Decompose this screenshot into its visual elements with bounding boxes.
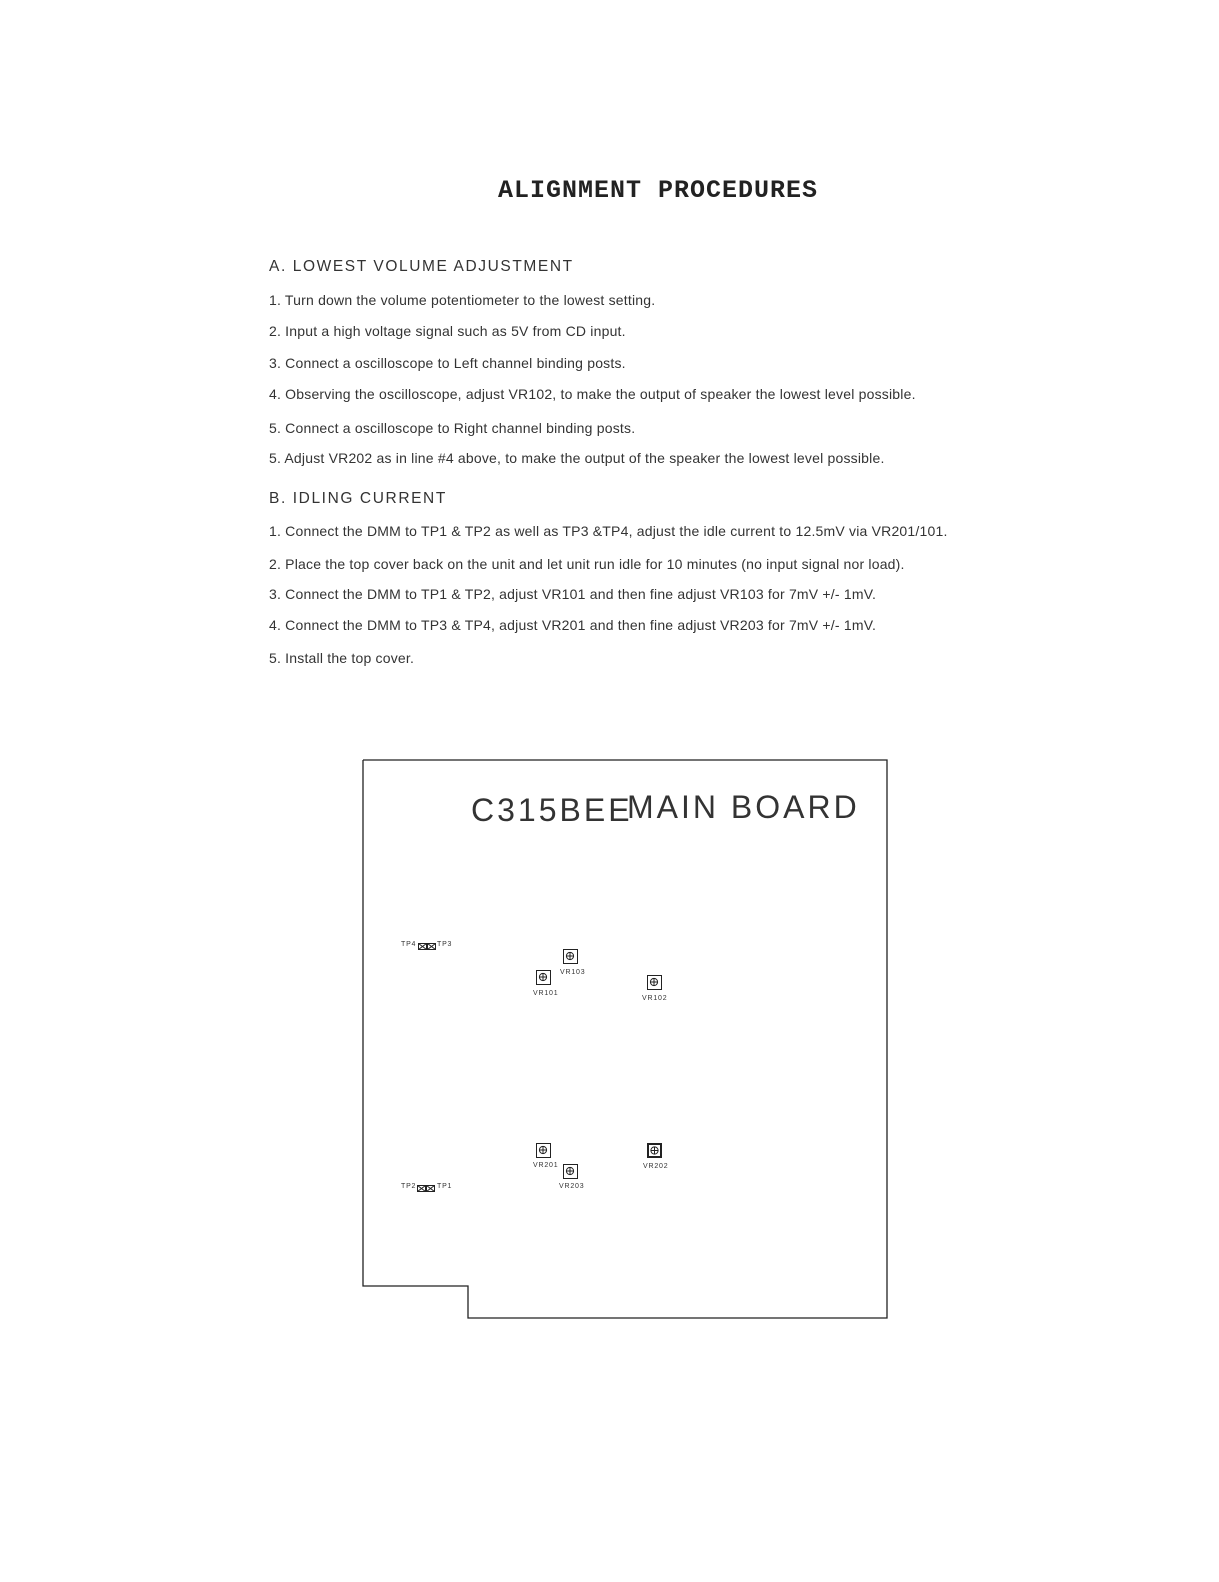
section-a-step-5: 5. Connect a oscilloscope to Right channel binding posts. [269, 420, 636, 436]
vr101-potentiometer-icon [536, 970, 551, 985]
section-a-step-3: 3. Connect a oscilloscope to Left channel binding posts. [269, 355, 626, 371]
board-name: MAIN BOARD [627, 789, 860, 825]
section-a-step-1: 1. Turn down the volume potentiometer to the lowest setting. [269, 292, 656, 308]
vr202-potentiometer-icon [647, 1143, 662, 1158]
vr102-label: VR102 [642, 995, 668, 1002]
section-b-heading: B. IDLING CURRENT [269, 490, 447, 507]
tp2-label: TP2 [401, 1183, 417, 1190]
section-b-step-1: 1. Connect the DMM to TP1 & TP2 as well as TP3 &TP4, adjust the idle current to 12.5mV via VR201/101. [269, 523, 948, 539]
vr203-potentiometer-icon [563, 1164, 578, 1179]
board-outline [362, 759, 889, 1320]
section-b-step-5: 5. Install the top cover. [269, 650, 415, 666]
tp4-label: TP4 [401, 941, 417, 948]
board-model: C315BEE [471, 792, 633, 828]
vr202-label: VR202 [643, 1163, 669, 1170]
vr103-potentiometer-icon [563, 949, 578, 964]
section-b-step-2: 2. Place the top cover back on the unit and let unit run idle for 10 minutes (no input signal nor load). [269, 556, 905, 572]
tp2-tp1-test-point-icon [417, 1185, 435, 1192]
tp1-label: TP1 [437, 1183, 453, 1190]
tp4-tp3-test-point-icon [418, 943, 436, 950]
main-board-diagram [362, 759, 889, 1320]
vr203-label: VR203 [559, 1183, 585, 1190]
section-a-step-2: 2. Input a high voltage signal such as 5V from CD input. [269, 323, 626, 339]
section-a-step-4: 4. Observing the oscilloscope, adjust VR102, to make the output of speaker the lowest level possible. [269, 386, 916, 402]
vr101-label: VR101 [533, 990, 559, 997]
section-b-step-4: 4. Connect the DMM to TP3 & TP4, adjust VR201 and then fine adjust VR203 for 7mV +/- 1mV. [269, 617, 877, 633]
vr201-potentiometer-icon [536, 1143, 551, 1158]
vr103-label: VR103 [560, 969, 586, 976]
tp3-label: TP3 [437, 941, 453, 948]
section-a-step-6: 5. Adjust VR202 as in line #4 above, to make the output of the speaker the lowest level possible. [269, 450, 885, 466]
page-title: ALIGNMENT PROCEDURES [497, 176, 819, 205]
vr201-label: VR201 [533, 1162, 559, 1169]
vr102-potentiometer-icon [647, 975, 662, 990]
section-b-step-3: 3. Connect the DMM to TP1 & TP2, adjust VR101 and then fine adjust VR103 for 7mV +/- 1mV. [269, 586, 877, 602]
section-a-heading: A. LOWEST VOLUME ADJUSTMENT [269, 258, 574, 275]
